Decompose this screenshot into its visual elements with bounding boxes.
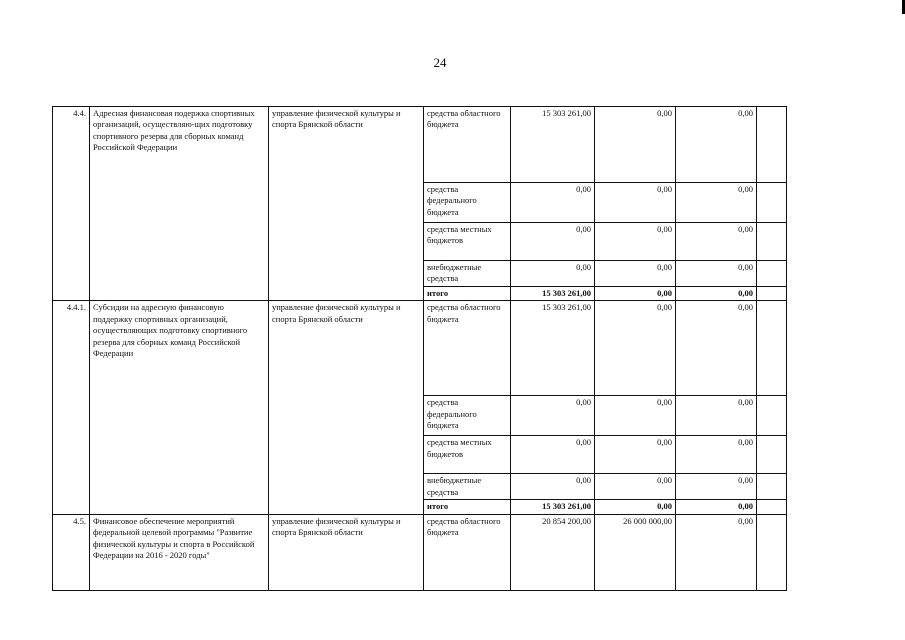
- amount-year-1: 15 303 261,00: [511, 500, 595, 514]
- funding-source-label: средства федерального бюджета: [424, 183, 511, 223]
- amount-year-2: 0,00: [595, 474, 676, 500]
- amount-year-1: 15 303 261,00: [511, 107, 595, 183]
- funding-source-label: средства федерального бюджета: [424, 396, 511, 436]
- table-row: [53, 301, 787, 396]
- amount-year-2: 0,00: [595, 286, 676, 300]
- amount-year-1: 15 303 261,00: [511, 286, 595, 300]
- table-row: [53, 107, 787, 183]
- budget-table-body: [53, 107, 787, 591]
- amount-year-2: 26 000 000,00: [595, 514, 676, 590]
- item-executor: управление физической культуры и спорта Брянской области: [269, 514, 424, 590]
- amount-year-2: 0,00: [595, 183, 676, 223]
- funding-source-label: итого: [424, 286, 511, 300]
- empty-cell: [757, 107, 787, 183]
- amount-year-1: 20 854 200,00: [511, 514, 595, 590]
- funding-source-label: средства областного бюджета: [424, 107, 511, 183]
- funding-source-label: итого: [424, 500, 511, 514]
- amount-year-2: 0,00: [595, 107, 676, 183]
- empty-cell: [757, 223, 787, 261]
- amount-year-3: 0,00: [676, 107, 757, 183]
- amount-year-1: 0,00: [511, 436, 595, 474]
- amount-year-1: 0,00: [511, 396, 595, 436]
- amount-year-2: 0,00: [595, 436, 676, 474]
- item-executor: управление физической культуры и спорта Брянской области: [269, 301, 424, 514]
- amount-year-3: 0,00: [676, 183, 757, 223]
- empty-cell: [757, 514, 787, 590]
- amount-year-2: 0,00: [595, 500, 676, 514]
- item-number: 4.4.: [53, 107, 90, 301]
- amount-year-3: 0,00: [676, 514, 757, 590]
- empty-cell: [757, 286, 787, 300]
- amount-year-3: 0,00: [676, 261, 757, 287]
- amount-year-1: 0,00: [511, 223, 595, 261]
- amount-year-1: 15 303 261,00: [511, 301, 595, 396]
- item-name: Финансовое обеспечение мероприятий федеральной целевой программы "Развитие физической культуры и спорта в Российской Федерации на 2016 - 2020 годы": [90, 514, 269, 590]
- amount-year-2: 0,00: [595, 261, 676, 287]
- page-number: 24: [433, 55, 447, 70]
- amount-year-3: 0,00: [676, 286, 757, 300]
- amount-year-2: 0,00: [595, 223, 676, 261]
- amount-year-3: 0,00: [676, 500, 757, 514]
- item-number: 4.4.1.: [53, 301, 90, 514]
- empty-cell: [757, 474, 787, 500]
- amount-year-3: 0,00: [676, 223, 757, 261]
- amount-year-1: 0,00: [511, 474, 595, 500]
- item-name: Адресная финансовая подержка спортивных организаций, осуществляю-щих подготовку спортивного резерва для сборных команд Российской Федерации: [90, 107, 269, 301]
- budget-table: [52, 106, 787, 591]
- amount-year-3: 0,00: [676, 436, 757, 474]
- empty-cell: [757, 261, 787, 287]
- funding-source-label: средства областного бюджета: [424, 301, 511, 396]
- empty-cell: [757, 396, 787, 436]
- funding-source-label: внебюджетные средства: [424, 474, 511, 500]
- amount-year-3: 0,00: [676, 301, 757, 396]
- amount-year-3: 0,00: [676, 396, 757, 436]
- item-name: Субсидии на адресную финансовую поддержку спортивных организаций, осуществляющих подготовку спортивного резерва для сборных команд Российской Федерации: [90, 301, 269, 514]
- item-number: 4.5.: [53, 514, 90, 590]
- empty-cell: [757, 500, 787, 514]
- amount-year-3: 0,00: [676, 474, 757, 500]
- amount-year-2: 0,00: [595, 301, 676, 396]
- funding-source-label: средства областного бюджета: [424, 514, 511, 590]
- empty-cell: [757, 183, 787, 223]
- amount-year-1: 0,00: [511, 261, 595, 287]
- empty-cell: [757, 436, 787, 474]
- item-executor: управление физической культуры и спорта Брянской области: [269, 107, 424, 301]
- table-row: [53, 514, 787, 590]
- amount-year-2: 0,00: [595, 396, 676, 436]
- funding-source-label: средства местных бюджетов: [424, 436, 511, 474]
- empty-cell: [757, 301, 787, 396]
- funding-source-label: средства местных бюджетов: [424, 223, 511, 261]
- amount-year-1: 0,00: [511, 183, 595, 223]
- funding-source-label: внебюджетные средства: [424, 261, 511, 287]
